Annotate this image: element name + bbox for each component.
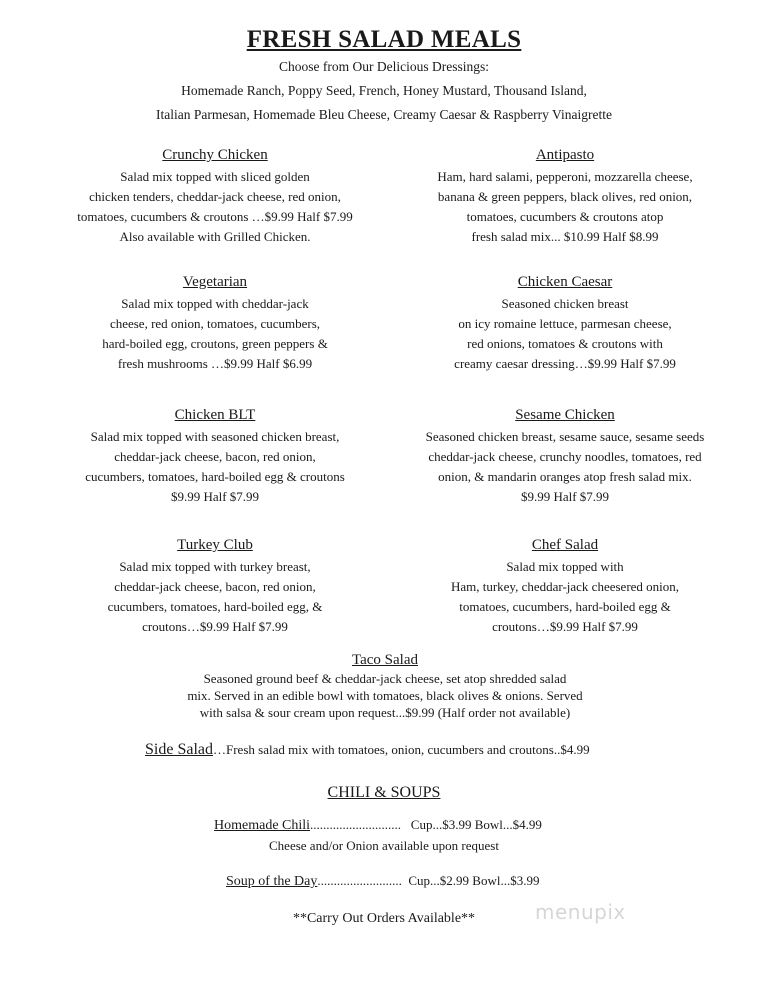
item-description: Salad mix topped with Ham, turkey, cheddar-jack cheesered onion, tomatoes, cucumbers, hard-boiled egg & croutons…$9.99 Half $7.99 — [450, 559, 680, 634]
menu-item-chef-salad — [400, 535, 730, 637]
item-name: Sesame Chicken — [515, 407, 615, 423]
chili-note: Cheese and/or Onion available upon request — [269, 838, 499, 853]
item-name: Chicken BLT — [174, 407, 256, 423]
menu-title: FRESH SALAD MEALS — [246, 26, 522, 53]
dressings-intro: Choose from Our Delicious Dressings: — [279, 59, 489, 74]
carry-out-notice: **Carry Out Orders Available** — [292, 911, 476, 926]
item-price: Cup...$2.99 Bowl...$3.99 — [408, 873, 540, 888]
menu-item-sesame-chicken — [400, 405, 730, 507]
menu-item-side-salad — [145, 741, 745, 759]
menu-item-crunchy-chicken — [50, 145, 380, 247]
menupix-watermark: menupix — [535, 900, 626, 924]
menu-item-taco-salad — [150, 650, 620, 721]
item-name: Chef Salad — [531, 537, 599, 553]
section-heading-chili-soups: CHILI & SOUPS — [327, 784, 441, 801]
item-name: Vegetarian — [182, 274, 248, 290]
item-description: …Fresh salad mix with tomatoes, onion, cucumbers and croutons..$4.99 — [213, 742, 590, 757]
item-name: Side Salad — [145, 741, 213, 758]
item-description: Ham, hard salami, pepperoni, mozzarella cheese, banana & green peppers, black olives, red onion, tomatoes, cucumbers & croutons atop fresh salad mix... $10.99 Half $8.99 — [437, 169, 693, 244]
item-name: Turkey Club — [177, 537, 253, 553]
item-description: Salad mix topped with cheddar-jack cheese, red onion, tomatoes, cucumbers, hard-boiled egg, croutons, green peppers & fresh mushrooms …$9.99 Half $6.99 — [102, 296, 328, 371]
item-price: Cup...$3.99 Bowl...$4.99 — [410, 817, 542, 832]
item-name: Taco Salad — [351, 652, 418, 668]
menu-item-homemade-chili — [0, 817, 768, 834]
menu-item-vegetarian — [50, 272, 380, 374]
dressings-line-1: Homemade Ranch, Poppy Seed, French, Honey Mustard, Thousand Island, — [181, 83, 587, 98]
dressings-line-2: Italian Parmesan, Homemade Bleu Cheese, Creamy Caesar & Raspberry Vinaigrette — [156, 107, 612, 122]
item-name: Antipasto — [535, 147, 595, 163]
item-name: Soup of the Day — [226, 874, 318, 889]
menu-item-soup-of-the-day — [0, 873, 768, 890]
item-description: Seasoned chicken breast, sesame sauce, sesame seeds cheddar-jack cheese, crunchy noodles, tomatoes, red onion, & mandarin oranges atop fresh salad mix. $9.99 Half $7.99 — [425, 429, 705, 504]
item-description: Salad mix topped with sliced golden chicken tenders, cheddar-jack cheese, red onion, tomatoes, cucumbers & croutons …$9.99 Half $7.99 Also available with Grilled Chicken. — [77, 169, 353, 244]
menu-item-turkey-club — [50, 535, 380, 637]
item-name: Chicken Caesar — [517, 274, 613, 290]
item-name: Crunchy Chicken — [162, 147, 268, 163]
item-description: Salad mix topped with seasoned chicken breast, cheddar-jack cheese, bacon, red onion, cucumbers, tomatoes, hard-boiled egg & croutons $9.99 Half $7.99 — [85, 429, 345, 504]
item-description: Seasoned ground beef & cheddar-jack cheese, set atop shredded salad mix. Served in an edible bowl with tomatoes, black olives & onions. Served with salsa & sour cream upon request...$9.99 (Half order not available) — [187, 671, 583, 720]
menu-item-chicken-caesar — [400, 272, 730, 374]
item-name: Homemade Chili — [214, 818, 311, 833]
leader-dots: .......................... — [317, 873, 402, 888]
item-description: Seasoned chicken breast on icy romaine lettuce, parmesan cheese, red onions, tomatoes & croutons with creamy caesar dressing…$9.99 Half $7.99 — [454, 296, 676, 371]
menu-item-chicken-blt — [50, 405, 380, 507]
item-description: Salad mix topped with turkey breast, cheddar-jack cheese, bacon, red onion, cucumbers, tomatoes, hard-boiled egg, & croutons…$9.99 Half $7.99 — [107, 559, 323, 634]
leader-dots: ............................ — [310, 817, 402, 832]
menu-item-antipasto — [400, 145, 730, 247]
